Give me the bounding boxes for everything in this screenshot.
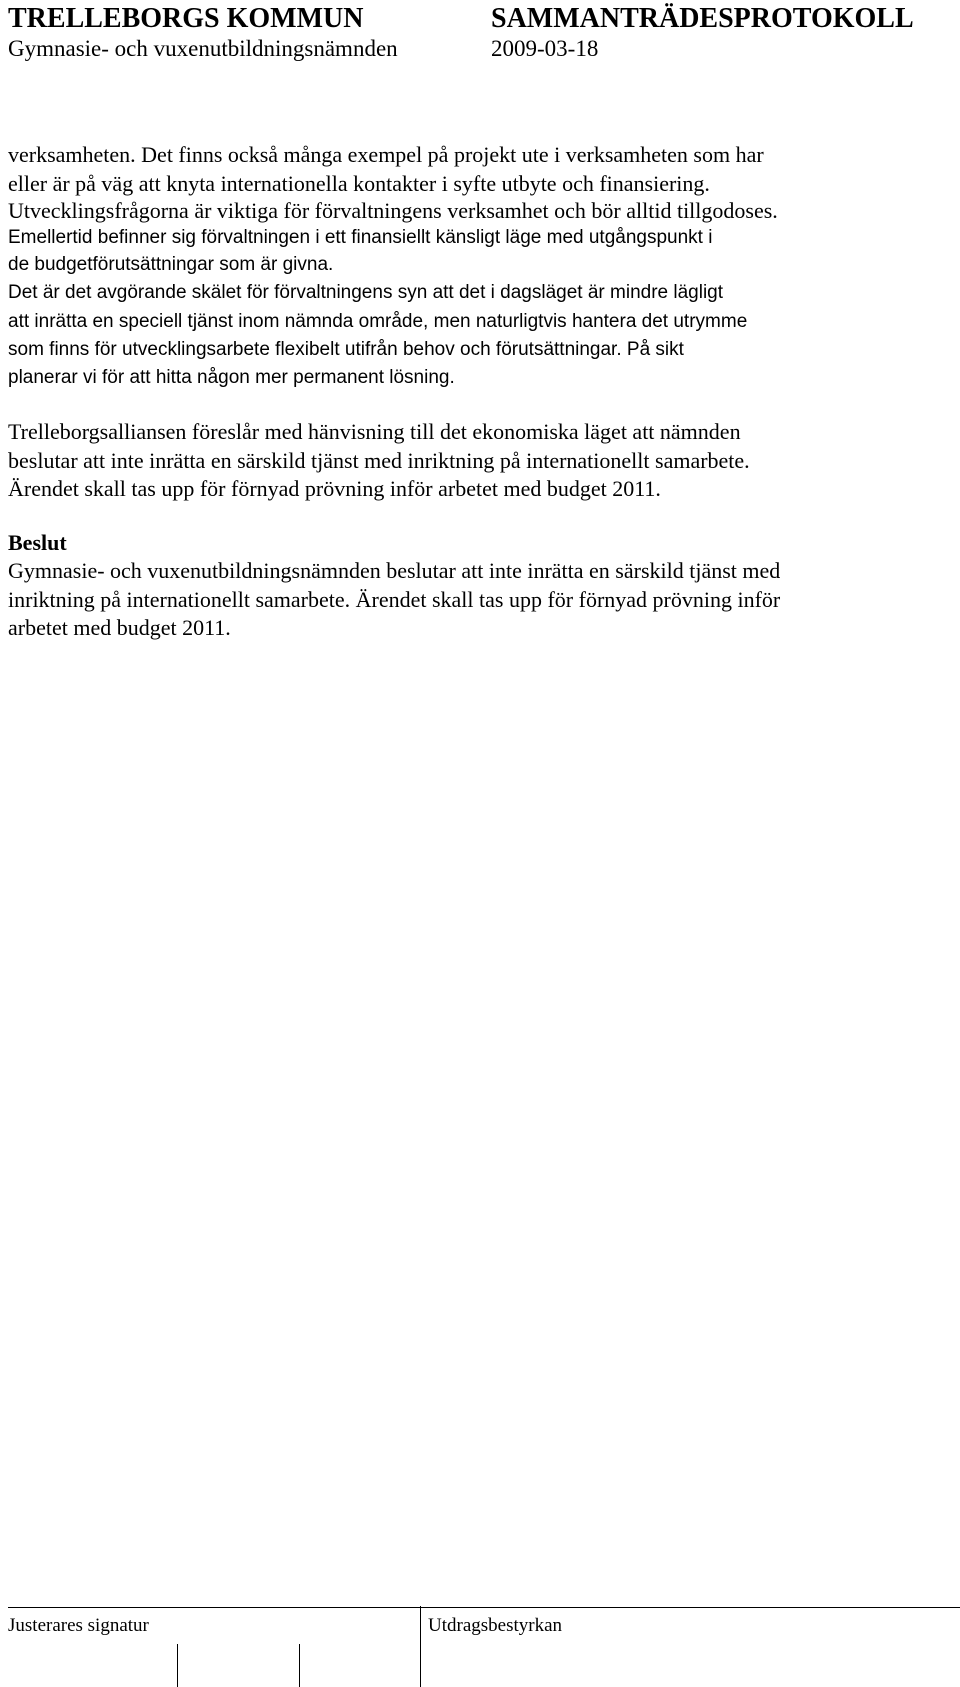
body-line: planerar vi för att hitta någon mer permanent lösning. (8, 367, 455, 388)
signature-label: Justerares signatur (8, 1615, 149, 1636)
decision-line: arbetet med budget 2011. (8, 615, 231, 640)
body-line: verksamheten. Det finns också många exempel på projekt ute i verksamheten som har (8, 142, 764, 167)
body-line: eller är på väg att knyta internationella kontakter i syfte utbyte och finansiering. (8, 171, 710, 196)
extract-label: Utdragsbestyrkan (428, 1615, 563, 1636)
committee-name: Gymnasie- och vuxenutbildningsnämnden (8, 36, 398, 61)
body-line: som finns för utvecklingsarbete flexibelt utifrån behov och förutsättningar. På sikt (8, 339, 684, 360)
footer-rule (8, 1607, 960, 1608)
body-line: beslutar att inte inrätta en särskild tjänst med inriktning på internationellt samarbete. (8, 448, 750, 473)
signature-box-divider (177, 1644, 178, 1687)
organization-name: TRELLEBORGS KOMMUN (8, 3, 364, 34)
body-line: Det är det avgörande skälet för förvaltningens syn att det i dagsläget är mindre lägligt (8, 282, 724, 303)
document-type: SAMMANTRÄDESPROTOKOLL (491, 3, 914, 34)
body-line: de budgetförutsättningar som är givna. (8, 254, 334, 275)
body-line: Utvecklingsfrågorna är viktiga för förvaltningens verksamhet och bör alltid tillgodoses. (8, 198, 778, 223)
footer-divider (420, 1606, 421, 1687)
decision-heading: Beslut (8, 530, 67, 555)
decision-line: Gymnasie- och vuxenutbildningsnämnden beslutar att inte inrätta en särskild tjänst med (8, 558, 781, 583)
decision-line: inriktning på internationellt samarbete. Ärendet skall tas upp för förnyad prövning inför (8, 587, 781, 612)
body-line: att inrätta en speciell tjänst inom nämnda område, men naturligtvis hantera det utrymme (8, 311, 748, 332)
meeting-date: 2009-03-18 (491, 36, 599, 61)
body-line: Emellertid befinner sig förvaltningen i ett finansiellt känsligt läge med utgångspunkt i (8, 227, 713, 248)
body-line: Ärendet skall tas upp för förnyad prövning inför arbetet med budget 2011. (8, 476, 661, 501)
body-line: Trelleborgsalliansen föreslår med hänvisning till det ekonomiska läget att nämnden (8, 419, 741, 444)
signature-box-divider (299, 1644, 300, 1687)
